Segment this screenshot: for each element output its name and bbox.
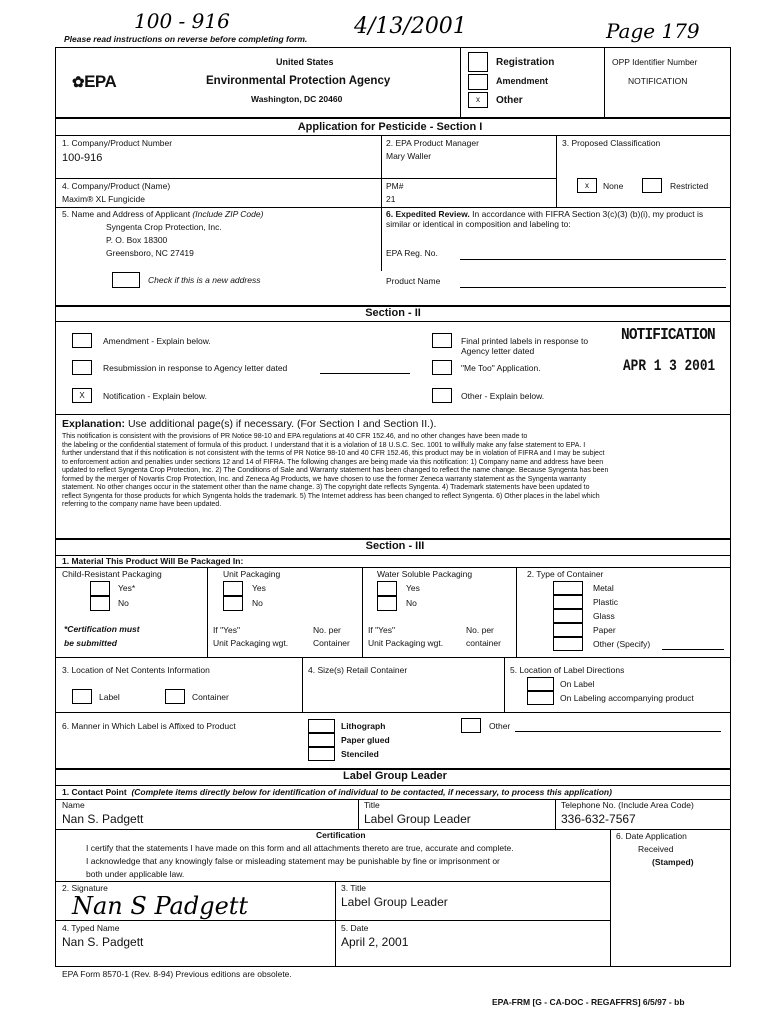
- on-labeling-checkbox[interactable]: [527, 691, 554, 705]
- certification-note-1: *Certification must: [64, 624, 140, 634]
- water-pkg-wgt: Unit Packaging wgt.: [368, 638, 444, 648]
- water-no-per: No. per: [466, 625, 494, 635]
- container-plastic-label: Plastic: [593, 597, 619, 607]
- other-type-checkbox[interactable]: x: [468, 92, 488, 108]
- date-received-label: 6. Date Application: [616, 831, 687, 841]
- pm-label: PM#: [386, 181, 404, 191]
- contact-title[interactable]: Label Group Leader: [364, 812, 471, 826]
- water-if-yes: If "Yes": [368, 625, 395, 635]
- container-metal-label: Metal: [593, 583, 614, 593]
- section-4-title: Label Group Leader: [343, 770, 447, 782]
- unit-packaging-no-label: No: [252, 598, 263, 608]
- registration-checkbox[interactable]: [468, 52, 488, 72]
- child-resistant-label: Child-Resistant Packaging: [62, 569, 162, 579]
- applicant-line-1[interactable]: Syngenta Crop Protection, Inc.: [106, 222, 222, 232]
- amendment-checkbox[interactable]: [468, 74, 488, 90]
- unit-packaging-label: Unit Packaging: [223, 569, 281, 579]
- none-checkbox[interactable]: x: [577, 178, 597, 193]
- lithograph-checkbox[interactable]: [308, 719, 335, 733]
- stenciled-checkbox[interactable]: [308, 747, 335, 761]
- label-directions-label: 5. Location of Label Directions: [510, 665, 625, 675]
- water-soluble-yes-label: Yes: [406, 583, 420, 593]
- stenciled-label: Stenciled: [341, 749, 379, 759]
- product-name-line[interactable]: [460, 287, 726, 288]
- epa-reg-line[interactable]: [460, 259, 726, 260]
- opp-label: OPP Identifier Number: [612, 57, 698, 67]
- on-labeling-option: On Labeling accompanying product: [560, 693, 694, 703]
- form-number: EPA Form 8570-1 (Rev. 8-94) Previous editions are obsolete.: [62, 969, 292, 979]
- me-too-label: "Me Too" Application.: [461, 363, 541, 373]
- affix-other-line[interactable]: [515, 731, 721, 732]
- signature[interactable]: Nan S Padgett: [72, 892, 249, 920]
- net-contents-container-checkbox[interactable]: [165, 689, 185, 704]
- other-explain-label: Other - Explain below.: [461, 391, 545, 401]
- restricted-checkbox[interactable]: [642, 178, 662, 193]
- container-paper-label: Paper: [593, 625, 616, 635]
- container-metal-checkbox[interactable]: [553, 581, 583, 595]
- agency-country: United States: [276, 57, 334, 67]
- contact-name-label: Name: [62, 800, 85, 810]
- affix-other-label: Other: [489, 721, 511, 731]
- container-other-line[interactable]: [662, 649, 724, 650]
- type-container-label: 2. Type of Container: [527, 569, 604, 579]
- typed-name[interactable]: Nan S. Padgett: [62, 935, 144, 949]
- contact-name[interactable]: Nan S. Padgett: [62, 812, 144, 826]
- amendment-explain-label: Amendment - Explain below.: [103, 336, 211, 346]
- company-number-label: 1. Company/Product Number: [62, 138, 173, 148]
- paper-glued-label: Paper glued: [341, 735, 390, 745]
- certification-heading: Certification: [316, 830, 366, 840]
- section-1-title: Application for Pesticide - Section I: [297, 121, 483, 133]
- instructions-note: Please read instructions on reverse before completing form.: [64, 34, 308, 44]
- phone-label: Telephone No. (Include Area Code): [561, 800, 694, 810]
- container-glass-label: Glass: [593, 611, 615, 621]
- title3-label: 3. Title: [341, 883, 367, 893]
- registration-label: Registration: [496, 57, 555, 68]
- other-type-label: Other: [496, 95, 523, 106]
- contact-title-label: Title: [364, 800, 380, 810]
- none-label: None: [603, 181, 624, 191]
- net-contents-label-checkbox[interactable]: [72, 689, 92, 704]
- child-resistant-yes-checkbox[interactable]: [90, 581, 110, 596]
- stamp-date: APR 1 3 2001: [623, 357, 716, 375]
- epa-logo: ✿EPA: [72, 72, 117, 91]
- unit-packaging-yes-checkbox[interactable]: [223, 581, 243, 596]
- resubmission-checkbox[interactable]: [72, 360, 92, 375]
- handwritten-date: 4/13/2001: [354, 14, 467, 39]
- container-glass-checkbox[interactable]: [553, 609, 583, 623]
- resubmission-label: Resubmission in response to Agency letter dated: [103, 363, 288, 373]
- affix-other-checkbox[interactable]: [461, 718, 481, 733]
- section-3-title: Section - III: [365, 540, 425, 552]
- paper-glued-checkbox[interactable]: [308, 733, 335, 747]
- net-label-option: Label: [99, 692, 120, 702]
- contact-point-label: 1. Contact Point (Complete items directly below for identification of individual to be contacted, if necessary, to process this application): [62, 787, 612, 797]
- amendment-label: Amendment: [496, 76, 549, 86]
- new-address-checkbox[interactable]: [112, 272, 140, 288]
- product-name-label: Product Name: [386, 276, 441, 286]
- date-label: 5. Date: [341, 923, 369, 933]
- title3[interactable]: Label Group Leader: [341, 895, 448, 909]
- product-manager[interactable]: Mary Waller: [386, 151, 432, 161]
- water-soluble-no-label: No: [406, 598, 417, 608]
- date[interactable]: April 2, 2001: [341, 935, 409, 949]
- applicant-line-3[interactable]: Greensboro, NC 27419: [106, 248, 194, 258]
- on-label-checkbox[interactable]: [527, 677, 554, 691]
- company-name[interactable]: Maxim® XL Fungicide: [62, 194, 145, 204]
- stamped-label: (Stamped): [652, 857, 694, 867]
- unit-packaging-no-checkbox[interactable]: [223, 596, 243, 611]
- company-number[interactable]: 100-916: [62, 152, 103, 164]
- phone[interactable]: 336-632-7567: [561, 812, 636, 826]
- net-container-option: Container: [192, 692, 229, 702]
- section-2-title: Section - II: [365, 307, 421, 319]
- on-label-option: On Label: [560, 679, 595, 689]
- applicant-line-2[interactable]: P. O. Box 18300: [106, 235, 168, 245]
- container-other-label: Other (Specify): [593, 639, 651, 649]
- proposed-class-label: 3. Proposed Classification: [562, 138, 661, 148]
- final-printed-checkbox[interactable]: [432, 333, 452, 348]
- certification-line-1: I certify that the statements I have made on this form and all attachments thereto are true, accurate and complete.: [86, 843, 514, 853]
- opp-value: NOTIFICATION: [628, 76, 688, 86]
- unit-container: Container: [313, 638, 350, 648]
- other-explain-checkbox[interactable]: [432, 388, 452, 403]
- container-paper-checkbox[interactable]: [553, 623, 583, 637]
- applicant-label: 5. Name and Address of Applicant (Include ZIP Code): [62, 209, 264, 219]
- water-soluble-label: Water Soluble Packaging: [377, 569, 473, 579]
- received-label: Received: [638, 844, 674, 854]
- resubmission-date-line[interactable]: [320, 373, 410, 374]
- me-too-checkbox[interactable]: [432, 360, 452, 375]
- container-other-checkbox[interactable]: [553, 637, 583, 651]
- typed-name-label: 4. Typed Name: [62, 923, 120, 933]
- restricted-label: Restricted: [670, 181, 709, 191]
- child-resistant-no-checkbox[interactable]: [90, 596, 110, 611]
- company-name-label: 4. Company/Product (Name): [62, 181, 171, 191]
- handwritten-file-number: 100 - 916: [134, 9, 230, 33]
- epa-seal-icon: ✿: [72, 74, 85, 91]
- water-soluble-no-checkbox[interactable]: [377, 596, 397, 611]
- material-label: 1. Material This Product Will Be Packaged In:: [62, 556, 244, 566]
- water-soluble-yes-checkbox[interactable]: [377, 581, 397, 596]
- unit-pkg-wgt: Unit Packaging wgt.: [213, 638, 289, 648]
- container-plastic-checkbox[interactable]: [553, 595, 583, 609]
- new-address-label: Check if this is a new address: [148, 275, 261, 285]
- affixed-label: 6. Manner in Which Label is Affixed to Product: [62, 721, 236, 731]
- certification-line-3: both under applicable law.: [86, 869, 185, 879]
- unit-if-yes: If "Yes": [213, 625, 240, 635]
- notification-label: Notification - Explain below.: [103, 391, 207, 401]
- signature-label: 2. Signature: [62, 883, 108, 893]
- agency-city: Washington, DC 20460: [251, 94, 343, 104]
- final-printed-label: Final printed labels in response to Agency letter dated: [461, 336, 589, 356]
- unit-no-per: No. per: [313, 625, 341, 635]
- notification-checkbox[interactable]: X: [72, 388, 92, 403]
- net-contents-label: 3. Location of Net Contents Information: [62, 665, 210, 675]
- pm-value[interactable]: 21: [386, 194, 396, 204]
- water-container: container: [466, 638, 501, 648]
- child-resistant-no-label: No: [118, 598, 129, 608]
- amendment-explain-checkbox[interactable]: [72, 333, 92, 348]
- explanation-heading: Explanation: Use additional page(s) if necessary. (For Section I and Section II.).: [62, 418, 437, 430]
- expedited-review: 6. Expedited Review. In accordance with FIFRA Section 3(c)(3) (b)(i), my product is similar or identical in composition and labeling to:: [386, 209, 704, 229]
- lithograph-label: Lithograph: [341, 721, 386, 731]
- epa-reg-label: EPA Reg. No.: [386, 248, 438, 258]
- handwritten-page: Page 179: [606, 19, 700, 43]
- certification-note-2: be submitted: [64, 638, 117, 648]
- unit-packaging-yes-label: Yes: [252, 583, 266, 593]
- agency-name: Environmental Protection Agency: [206, 75, 391, 87]
- product-manager-label: 2. EPA Product Manager: [386, 138, 479, 148]
- child-resistant-yes-label: Yes*: [118, 583, 136, 593]
- explanation-text: This notification is consistent with the provisions of PR Notice 98-10 and EPA regulations at 40 CFR 152.46, and no other changes have been made to the labeling or the confidential statement of formula of this product. I understand that it is a violation of 18 U.S.C. Sec. 1001 to willfully make any false statement to EPA. I further understand that if this notification is not consistent with the terms of PR Notice 98-10 and 40 CFR 152.46, this product may be in violation of FIFRA and I may be subject to enforcement action and penalties under sections 12 and 14 of FIFRA. The following changes are being made via this notification: 1) Company name and address have been updated to reflect Syngenta Crop Protection, Inc. 2) The Conditions of Sale and Warranty statement has been changed to reflect the name change. Because Syngenta has been formed by the merger of Novartis Crop Protection, Inc. and Zeneca Ag Products, we have chosen to use the former Zeneca warranty statement as the Syngenta warranty statement. No other changes occur in the statement other than the name change. 3) The copyright date reflects Syngenta. 4) Trademark statements have been updated to reflect Syngenta for those products for which Syngenta holds the trademark. 5) The Internet address has been changed to reflect Syngenta. 6) Other places in the label which referring to the company name have been updated.: [62, 433, 609, 509]
- sizes-label: 4. Size(s) Retail Container: [308, 665, 408, 675]
- certification-line-2: I acknowledge that any knowingly false or misleading statement may be punishable by fine or imprisonment or: [86, 856, 500, 866]
- notification-stamp: NOTIFICATION: [621, 326, 715, 345]
- footer-code: EPA-FRM [G - CA-DOC - REGAFFRS] 6/5/97 - bb: [492, 997, 685, 1007]
